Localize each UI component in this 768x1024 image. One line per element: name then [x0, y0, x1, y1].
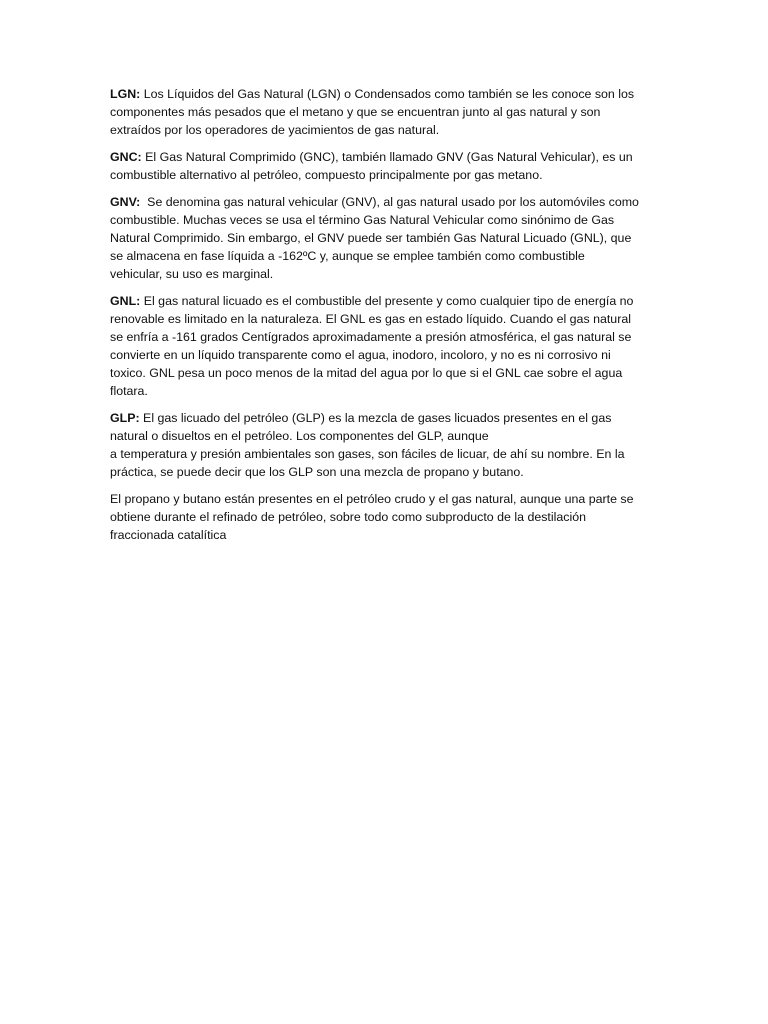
term-label: GNV:: [110, 195, 141, 209]
paragraph-line: convierte en un líquido transparente como el agua, inodoro, incoloro, y no es ni corrosivo ni: [110, 348, 611, 362]
paragraph-line: [110, 148, 662, 166]
document-body: [110, 85, 662, 553]
paragraph-text: Los Líquidos del Gas Natural (LGN) o Condensados como también se les conoce son los: [140, 87, 635, 101]
term-label: LGN:: [110, 87, 141, 101]
paragraph-line: [110, 193, 662, 211]
paragraph-text: El gas licuado del petróleo (GLP) es la mezcla de gases licuados presentes en el gas: [139, 411, 612, 425]
paragraph-gnl: [110, 292, 662, 400]
paragraph-line: renovable es limitado en la naturaleza. El GNL es gas en estado líquido. Cuando el gas natural: [110, 312, 631, 326]
paragraph-line: flotara.: [110, 384, 148, 398]
paragraph-line: El propano y butano están presentes en el petróleo crudo y el gas natural, aunque una parte se: [110, 492, 634, 506]
paragraph-lgn: [110, 85, 662, 139]
paragraph-line: se almacena en fase líquida a -162ºC y, aunque se emplee también como combustible: [110, 249, 585, 263]
paragraph-line: se enfría a -161 grados Centígrados aproximadamente a presión atmosférica, el gas natural se: [110, 330, 632, 344]
paragraph-gnv: [110, 193, 662, 283]
paragraph-text: El Gas Natural Comprimido (GNC), también llamado GNV (Gas Natural Vehicular), es un: [141, 150, 633, 164]
paragraph-line: a temperatura y presión ambientales son gases, son fáciles de licuar, de ahí su nombre. En la: [110, 447, 625, 461]
paragraph-line: combustible alternativo al petróleo, compuesto principalmente por gas metano.: [110, 168, 543, 182]
term-label: GLP:: [110, 411, 140, 425]
paragraph-line: [110, 292, 662, 310]
paragraph-line: obtiene durante el refinado de petróleo, sobre todo como subproducto de la destilación: [110, 510, 586, 524]
paragraph-glp: [110, 409, 662, 481]
paragraph-line: extraídos por los operadores de yacimientos de gas natural.: [110, 123, 440, 137]
paragraph-propano-butano: [110, 490, 662, 544]
paragraph-line: [110, 409, 662, 427]
term-label: GNL:: [110, 294, 141, 308]
paragraph-line: [110, 85, 662, 103]
paragraph-line: vehicular, su uso es marginal.: [110, 267, 274, 281]
paragraph-line: componentes más pesados que el metano y que se encuentran junto al gas natural y son: [110, 105, 601, 119]
paragraph-line: práctica, se puede decir que los GLP son una mezcla de propano y butano.: [110, 465, 524, 479]
paragraph-line: fraccionada catalítica: [110, 528, 227, 542]
paragraph-text: Se denomina gas natural vehicular (GNV), al gas natural usado por los automóviles como: [140, 195, 639, 209]
paragraph-text: El gas natural licuado es el combustible del presente y como cualquier tipo de energía no: [140, 294, 634, 308]
paragraph-line: toxico. GNL pesa un poco menos de la mitad del agua por lo que si el GNL cae sobre el agua: [110, 366, 623, 380]
paragraph-line: natural o disueltos en el petróleo. Los componentes del GLP, aunque: [110, 429, 489, 443]
paragraph-line: combustible. Muchas veces se usa el término Gas Natural Vehicular como sinónimo de Gas: [110, 213, 615, 227]
term-label: GNC:: [110, 150, 142, 164]
paragraph-gnc: [110, 148, 662, 184]
paragraph-line: Natural Comprimido. Sin embargo, el GNV puede ser también Gas Natural Licuado (GNL), que: [110, 231, 632, 245]
